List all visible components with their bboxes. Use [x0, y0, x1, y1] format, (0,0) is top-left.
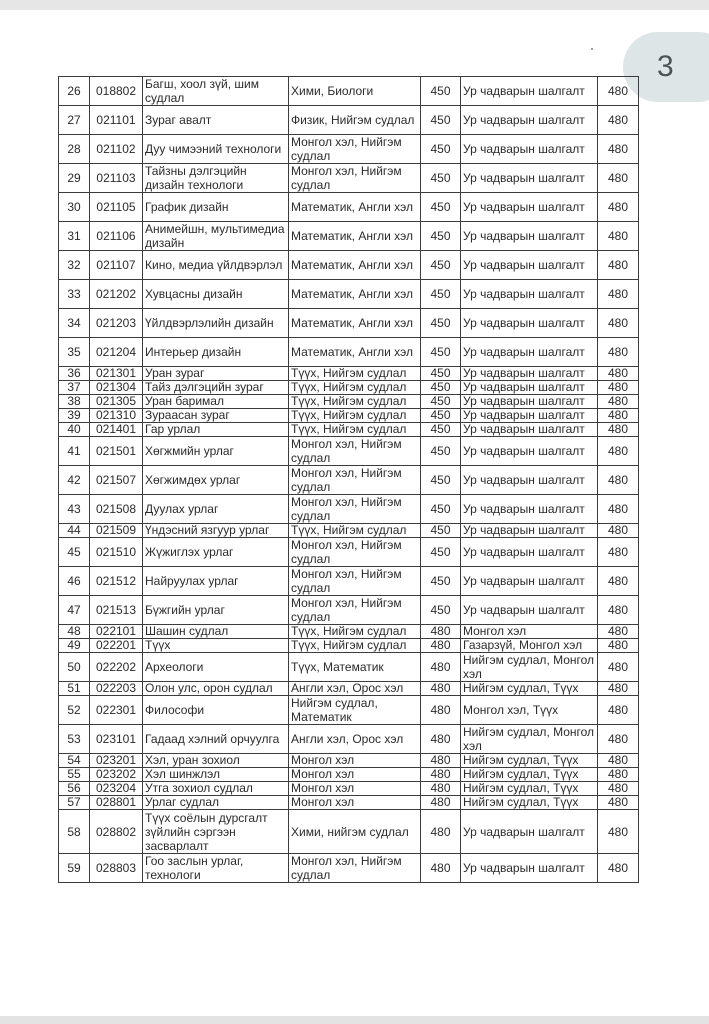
table-row	[59, 309, 639, 338]
program-code-cell: 021102	[90, 135, 143, 164]
table-row	[59, 77, 639, 106]
additional-exam-cell: Ур чадварын шалгалт	[461, 854, 598, 883]
additional-threshold-cell: 480	[598, 596, 639, 625]
threshold-score-cell: 480	[421, 682, 461, 696]
additional-exam-cell: Ур чадварын шалгалт	[461, 381, 598, 395]
additional-threshold-cell: 480	[598, 524, 639, 538]
program-code-cell: 022202	[90, 653, 143, 682]
additional-threshold-cell: 480	[598, 768, 639, 782]
program-code-cell: 021510	[90, 538, 143, 567]
additional-threshold-cell: 480	[598, 682, 639, 696]
additional-threshold-cell: 480	[598, 625, 639, 639]
table-row	[59, 338, 639, 367]
program-name-cell: Утга зохиол судлал	[143, 782, 289, 796]
program-code-cell: 021301	[90, 367, 143, 381]
required-subjects-cell: Физик, Нийгэм судлал	[289, 106, 421, 135]
additional-exam-cell: Газарзүй, Монгол хэл	[461, 639, 598, 653]
threshold-score-cell: 450	[421, 77, 461, 106]
program-code-cell: 021305	[90, 395, 143, 409]
program-name-cell: Тайз дэлгэцийн зураг	[143, 381, 289, 395]
threshold-score-cell: 450	[421, 409, 461, 423]
threshold-score-cell: 450	[421, 437, 461, 466]
program-name-cell: Шашин судлал	[143, 625, 289, 639]
additional-exam-cell: Ур чадварын шалгалт	[461, 367, 598, 381]
threshold-score-cell: 450	[421, 567, 461, 596]
bottom-scroll-edge	[0, 1016, 709, 1024]
additional-exam-cell: Нийгэм судлал, Түүх	[461, 796, 598, 810]
additional-threshold-cell: 480	[598, 782, 639, 796]
program-code-cell: 021508	[90, 495, 143, 524]
top-scroll-edge	[0, 0, 709, 10]
admission-requirements-table	[58, 76, 639, 883]
program-name-cell: Хөгжмийн урлаг	[143, 437, 289, 466]
program-name-cell: Зураасан зураг	[143, 409, 289, 423]
threshold-score-cell: 480	[421, 810, 461, 854]
program-name-cell: Дуу чимээний технологи	[143, 135, 289, 164]
additional-threshold-cell: 480	[598, 423, 639, 437]
additional-threshold-cell: 480	[598, 395, 639, 409]
threshold-score-cell: 450	[421, 338, 461, 367]
additional-exam-cell: Нийгэм судлал, Түүх	[461, 782, 598, 796]
additional-exam-cell: Ур чадварын шалгалт	[461, 106, 598, 135]
row-number-cell: 56	[59, 782, 90, 796]
required-subjects-cell: Түүх, Математик	[289, 653, 421, 682]
threshold-score-cell: 450	[421, 280, 461, 309]
table-row	[59, 251, 639, 280]
program-code-cell: 028803	[90, 854, 143, 883]
program-name-cell: Олон улс, орон судлал	[143, 682, 289, 696]
required-subjects-cell: Монгол хэл, Нийгэм судлал	[289, 466, 421, 495]
row-number-cell: 41	[59, 437, 90, 466]
program-code-cell: 028802	[90, 810, 143, 854]
program-code-cell: 021507	[90, 466, 143, 495]
required-subjects-cell: Түүх, Нийгэм судлал	[289, 524, 421, 538]
row-number-cell: 33	[59, 280, 90, 309]
required-subjects-cell: Математик, Англи хэл	[289, 193, 421, 222]
row-number-cell: 34	[59, 309, 90, 338]
additional-threshold-cell: 480	[598, 280, 639, 309]
program-code-cell: 022201	[90, 639, 143, 653]
program-name-cell: Үйлдвэрлэлийн дизайн	[143, 309, 289, 338]
program-name-cell: Бүжгийн урлаг	[143, 596, 289, 625]
additional-threshold-cell: 480	[598, 854, 639, 883]
required-subjects-cell: Түүх, Нийгэм судлал	[289, 381, 421, 395]
threshold-score-cell: 480	[421, 854, 461, 883]
row-number-cell: 42	[59, 466, 90, 495]
program-code-cell: 021401	[90, 423, 143, 437]
program-name-cell: Дуулах урлаг	[143, 495, 289, 524]
required-subjects-cell: Түүх, Нийгэм судлал	[289, 423, 421, 437]
additional-exam-cell: Ур чадварын шалгалт	[461, 135, 598, 164]
required-subjects-cell: Монгол хэл	[289, 754, 421, 768]
additional-threshold-cell: 480	[598, 135, 639, 164]
program-code-cell: 022101	[90, 625, 143, 639]
program-name-cell: Археологи	[143, 653, 289, 682]
required-subjects-cell: Нийгэм судлал, Математик	[289, 696, 421, 725]
program-code-cell: 021310	[90, 409, 143, 423]
additional-threshold-cell: 480	[598, 309, 639, 338]
page-speck	[591, 48, 593, 50]
additional-threshold-cell: 480	[598, 193, 639, 222]
program-code-cell: 023101	[90, 725, 143, 754]
program-code-cell: 022301	[90, 696, 143, 725]
table-row	[59, 653, 639, 682]
table-row	[59, 164, 639, 193]
program-code-cell: 021501	[90, 437, 143, 466]
row-number-cell: 57	[59, 796, 90, 810]
threshold-score-cell: 450	[421, 596, 461, 625]
additional-threshold-cell: 480	[598, 639, 639, 653]
row-number-cell: 40	[59, 423, 90, 437]
table-row	[59, 625, 639, 639]
row-number-cell: 30	[59, 193, 90, 222]
row-number-cell: 50	[59, 653, 90, 682]
program-code-cell: 021509	[90, 524, 143, 538]
program-name-cell: Уран баримал	[143, 395, 289, 409]
table-row	[59, 409, 639, 423]
additional-threshold-cell: 480	[598, 437, 639, 466]
table-row	[59, 754, 639, 768]
program-name-cell: Гар урлал	[143, 423, 289, 437]
additional-threshold-cell: 480	[598, 796, 639, 810]
program-name-cell: Урлаг судлал	[143, 796, 289, 810]
threshold-score-cell: 480	[421, 625, 461, 639]
table-row	[59, 466, 639, 495]
required-subjects-cell: Монгол хэл, Нийгэм судлал	[289, 164, 421, 193]
additional-exam-cell: Ур чадварын шалгалт	[461, 466, 598, 495]
additional-threshold-cell: 480	[598, 367, 639, 381]
row-number-cell: 51	[59, 682, 90, 696]
table-row	[59, 222, 639, 251]
threshold-score-cell: 480	[421, 639, 461, 653]
program-code-cell: 028801	[90, 796, 143, 810]
program-code-cell: 023201	[90, 754, 143, 768]
row-number-cell: 39	[59, 409, 90, 423]
required-subjects-cell: Түүх, Нийгэм судлал	[289, 367, 421, 381]
additional-threshold-cell: 480	[598, 653, 639, 682]
program-code-cell: 021105	[90, 193, 143, 222]
additional-exam-cell: Ур чадварын шалгалт	[461, 309, 598, 338]
required-subjects-cell: Хими, Биологи	[289, 77, 421, 106]
additional-exam-cell: Ур чадварын шалгалт	[461, 596, 598, 625]
additional-exam-cell: Нийгэм судлал, Түүх	[461, 754, 598, 768]
required-subjects-cell: Монгол хэл, Нийгэм судлал	[289, 437, 421, 466]
program-code-cell: 021203	[90, 309, 143, 338]
program-name-cell: Үндэсний язгуур урлаг	[143, 524, 289, 538]
additional-exam-cell: Ур чадварын шалгалт	[461, 495, 598, 524]
threshold-score-cell: 450	[421, 222, 461, 251]
required-subjects-cell: Англи хэл, Орос хэл	[289, 725, 421, 754]
additional-threshold-cell: 480	[598, 409, 639, 423]
additional-threshold-cell: 480	[598, 77, 639, 106]
program-name-cell: Жүжиглэх урлаг	[143, 538, 289, 567]
additional-exam-cell: Монгол хэл	[461, 625, 598, 639]
program-code-cell: 021106	[90, 222, 143, 251]
row-number-cell: 59	[59, 854, 90, 883]
threshold-score-cell: 480	[421, 796, 461, 810]
additional-threshold-cell: 480	[598, 106, 639, 135]
row-number-cell: 47	[59, 596, 90, 625]
program-name-cell: Кино, медиа үйлдвэрлэл	[143, 251, 289, 280]
program-name-cell: Хөгжимдөх урлаг	[143, 466, 289, 495]
required-subjects-cell: Математик, Англи хэл	[289, 338, 421, 367]
required-subjects-cell: Монгол хэл, Нийгэм судлал	[289, 596, 421, 625]
program-name-cell: Философи	[143, 696, 289, 725]
table-row	[59, 381, 639, 395]
additional-exam-cell: Ур чадварын шалгалт	[461, 338, 598, 367]
threshold-score-cell: 480	[421, 653, 461, 682]
required-subjects-cell: Математик, Англи хэл	[289, 280, 421, 309]
threshold-score-cell: 450	[421, 381, 461, 395]
threshold-score-cell: 450	[421, 367, 461, 381]
required-subjects-cell: Монгол хэл, Нийгэм судлал	[289, 495, 421, 524]
threshold-score-cell: 450	[421, 251, 461, 280]
additional-threshold-cell: 480	[598, 495, 639, 524]
row-number-cell: 46	[59, 567, 90, 596]
threshold-score-cell: 450	[421, 538, 461, 567]
program-name-cell: Гадаад хэлний орчуулга	[143, 725, 289, 754]
required-subjects-cell: Түүх, Нийгэм судлал	[289, 639, 421, 653]
required-subjects-cell: Математик, Англи хэл	[289, 309, 421, 338]
additional-exam-cell: Нийгэм судлал, Түүх	[461, 768, 598, 782]
additional-exam-cell: Ур чадварын шалгалт	[461, 251, 598, 280]
threshold-score-cell: 450	[421, 466, 461, 495]
table-row	[59, 524, 639, 538]
table-row	[59, 193, 639, 222]
required-subjects-cell: Математик, Англи хэл	[289, 251, 421, 280]
table-row	[59, 796, 639, 810]
table-row	[59, 106, 639, 135]
additional-exam-cell: Ур чадварын шалгалт	[461, 193, 598, 222]
row-number-cell: 35	[59, 338, 90, 367]
additional-exam-cell: Нийгэм судлал, Монгол хэл	[461, 653, 598, 682]
program-code-cell: 021107	[90, 251, 143, 280]
threshold-score-cell: 480	[421, 725, 461, 754]
additional-threshold-cell: 480	[598, 810, 639, 854]
program-name-cell: Хэл, уран зохиол	[143, 754, 289, 768]
row-number-cell: 29	[59, 164, 90, 193]
threshold-score-cell: 480	[421, 696, 461, 725]
program-name-cell: Хувцасны дизайн	[143, 280, 289, 309]
additional-threshold-cell: 480	[598, 338, 639, 367]
program-name-cell: Найруулах урлаг	[143, 567, 289, 596]
threshold-score-cell: 480	[421, 782, 461, 796]
threshold-score-cell: 450	[421, 135, 461, 164]
program-code-cell: 021512	[90, 567, 143, 596]
additional-exam-cell: Монгол хэл, Түүх	[461, 696, 598, 725]
program-name-cell: Гоо заслын урлаг, технологи	[143, 854, 289, 883]
table-row	[59, 782, 639, 796]
additional-exam-cell: Ур чадварын шалгалт	[461, 524, 598, 538]
additional-threshold-cell: 480	[598, 222, 639, 251]
table-row	[59, 682, 639, 696]
table-row	[59, 538, 639, 567]
additional-exam-cell: Ур чадварын шалгалт	[461, 395, 598, 409]
additional-threshold-cell: 480	[598, 567, 639, 596]
additional-exam-cell: Нийгэм судлал, Түүх	[461, 682, 598, 696]
additional-exam-cell: Ур чадварын шалгалт	[461, 77, 598, 106]
threshold-score-cell: 480	[421, 754, 461, 768]
threshold-score-cell: 450	[421, 495, 461, 524]
program-name-cell: Түүх соёлын дурсгалт зүйлийн сэргээн засварлалт	[143, 810, 289, 854]
program-code-cell: 021204	[90, 338, 143, 367]
program-code-cell: 021101	[90, 106, 143, 135]
table-row	[59, 854, 639, 883]
program-name-cell: Тайзны дэлгэцийн дизайн технологи	[143, 164, 289, 193]
required-subjects-cell: Түүх, Нийгэм судлал	[289, 409, 421, 423]
threshold-score-cell: 450	[421, 106, 461, 135]
required-subjects-cell: Монгол хэл	[289, 796, 421, 810]
table-row	[59, 639, 639, 653]
additional-exam-cell: Ур чадварын шалгалт	[461, 222, 598, 251]
table-row	[59, 810, 639, 854]
program-name-cell: Анимейшн, мультимедиа дизайн	[143, 222, 289, 251]
row-number-cell: 54	[59, 754, 90, 768]
additional-exam-cell: Ур чадварын шалгалт	[461, 423, 598, 437]
threshold-score-cell: 450	[421, 423, 461, 437]
table-row	[59, 495, 639, 524]
threshold-score-cell: 450	[421, 309, 461, 338]
row-number-cell: 49	[59, 639, 90, 653]
row-number-cell: 38	[59, 395, 90, 409]
additional-exam-cell: Ур чадварын шалгалт	[461, 437, 598, 466]
row-number-cell: 43	[59, 495, 90, 524]
row-number-cell: 53	[59, 725, 90, 754]
program-name-cell: Интерьер дизайн	[143, 338, 289, 367]
row-number-cell: 37	[59, 381, 90, 395]
program-code-cell: 021103	[90, 164, 143, 193]
table-row	[59, 437, 639, 466]
additional-threshold-cell: 480	[598, 725, 639, 754]
required-subjects-cell: Түүх, Нийгэм судлал	[289, 625, 421, 639]
program-code-cell: 023204	[90, 782, 143, 796]
table-row	[59, 596, 639, 625]
required-subjects-cell: Монгол хэл	[289, 782, 421, 796]
required-subjects-cell: Англи хэл, Орос хэл	[289, 682, 421, 696]
table-row	[59, 768, 639, 782]
table-row	[59, 423, 639, 437]
table-row	[59, 280, 639, 309]
required-subjects-cell: Хими, нийгэм судлал	[289, 810, 421, 854]
row-number-cell: 36	[59, 367, 90, 381]
additional-threshold-cell: 480	[598, 466, 639, 495]
program-name-cell: Түүх	[143, 639, 289, 653]
required-subjects-cell: Монгол хэл, Нийгэм судлал	[289, 854, 421, 883]
required-subjects-cell: Математик, Англи хэл	[289, 222, 421, 251]
table-row	[59, 725, 639, 754]
program-code-cell: 021513	[90, 596, 143, 625]
row-number-cell: 45	[59, 538, 90, 567]
table-row	[59, 367, 639, 381]
page-number: 3	[657, 50, 674, 83]
additional-threshold-cell: 480	[598, 164, 639, 193]
additional-exam-cell: Ур чадварын шалгалт	[461, 567, 598, 596]
row-number-cell: 32	[59, 251, 90, 280]
required-subjects-cell: Монгол хэл, Нийгэм судлал	[289, 538, 421, 567]
program-name-cell: Уран зураг	[143, 367, 289, 381]
required-subjects-cell: Монгол хэл, Нийгэм судлал	[289, 135, 421, 164]
program-name-cell: Багш, хоол зүй, шим судлал	[143, 77, 289, 106]
required-subjects-cell: Монгол хэл, Нийгэм судлал	[289, 567, 421, 596]
row-number-cell: 55	[59, 768, 90, 782]
threshold-score-cell: 480	[421, 768, 461, 782]
program-code-cell: 023202	[90, 768, 143, 782]
threshold-score-cell: 450	[421, 395, 461, 409]
threshold-score-cell: 450	[421, 164, 461, 193]
program-name-cell: Хэл шинжлэл	[143, 768, 289, 782]
threshold-score-cell: 450	[421, 524, 461, 538]
row-number-cell: 28	[59, 135, 90, 164]
row-number-cell: 44	[59, 524, 90, 538]
additional-threshold-cell: 480	[598, 696, 639, 725]
row-number-cell: 52	[59, 696, 90, 725]
additional-threshold-cell: 480	[598, 381, 639, 395]
additional-threshold-cell: 480	[598, 251, 639, 280]
row-number-cell: 48	[59, 625, 90, 639]
threshold-score-cell: 450	[421, 193, 461, 222]
program-code-cell: 018802	[90, 77, 143, 106]
additional-exam-cell: Ур чадварын шалгалт	[461, 810, 598, 854]
row-number-cell: 26	[59, 77, 90, 106]
program-code-cell: 022203	[90, 682, 143, 696]
required-subjects-cell: Монгол хэл	[289, 768, 421, 782]
row-number-cell: 27	[59, 106, 90, 135]
table-row	[59, 567, 639, 596]
row-number-cell: 58	[59, 810, 90, 854]
additional-threshold-cell: 480	[598, 538, 639, 567]
table-body	[59, 77, 639, 883]
additional-exam-cell: Ур чадварын шалгалт	[461, 280, 598, 309]
table-row	[59, 696, 639, 725]
additional-exam-cell: Ур чадварын шалгалт	[461, 538, 598, 567]
additional-exam-cell: Ур чадварын шалгалт	[461, 409, 598, 423]
table-row	[59, 135, 639, 164]
program-code-cell: 021202	[90, 280, 143, 309]
row-number-cell: 31	[59, 222, 90, 251]
table-row	[59, 395, 639, 409]
additional-threshold-cell: 480	[598, 754, 639, 768]
program-name-cell: Зураг авалт	[143, 106, 289, 135]
required-subjects-cell: Түүх, Нийгэм судлал	[289, 395, 421, 409]
additional-exam-cell: Нийгэм судлал, Монгол хэл	[461, 725, 598, 754]
program-name-cell: График дизайн	[143, 193, 289, 222]
program-code-cell: 021304	[90, 381, 143, 395]
additional-exam-cell: Ур чадварын шалгалт	[461, 164, 598, 193]
